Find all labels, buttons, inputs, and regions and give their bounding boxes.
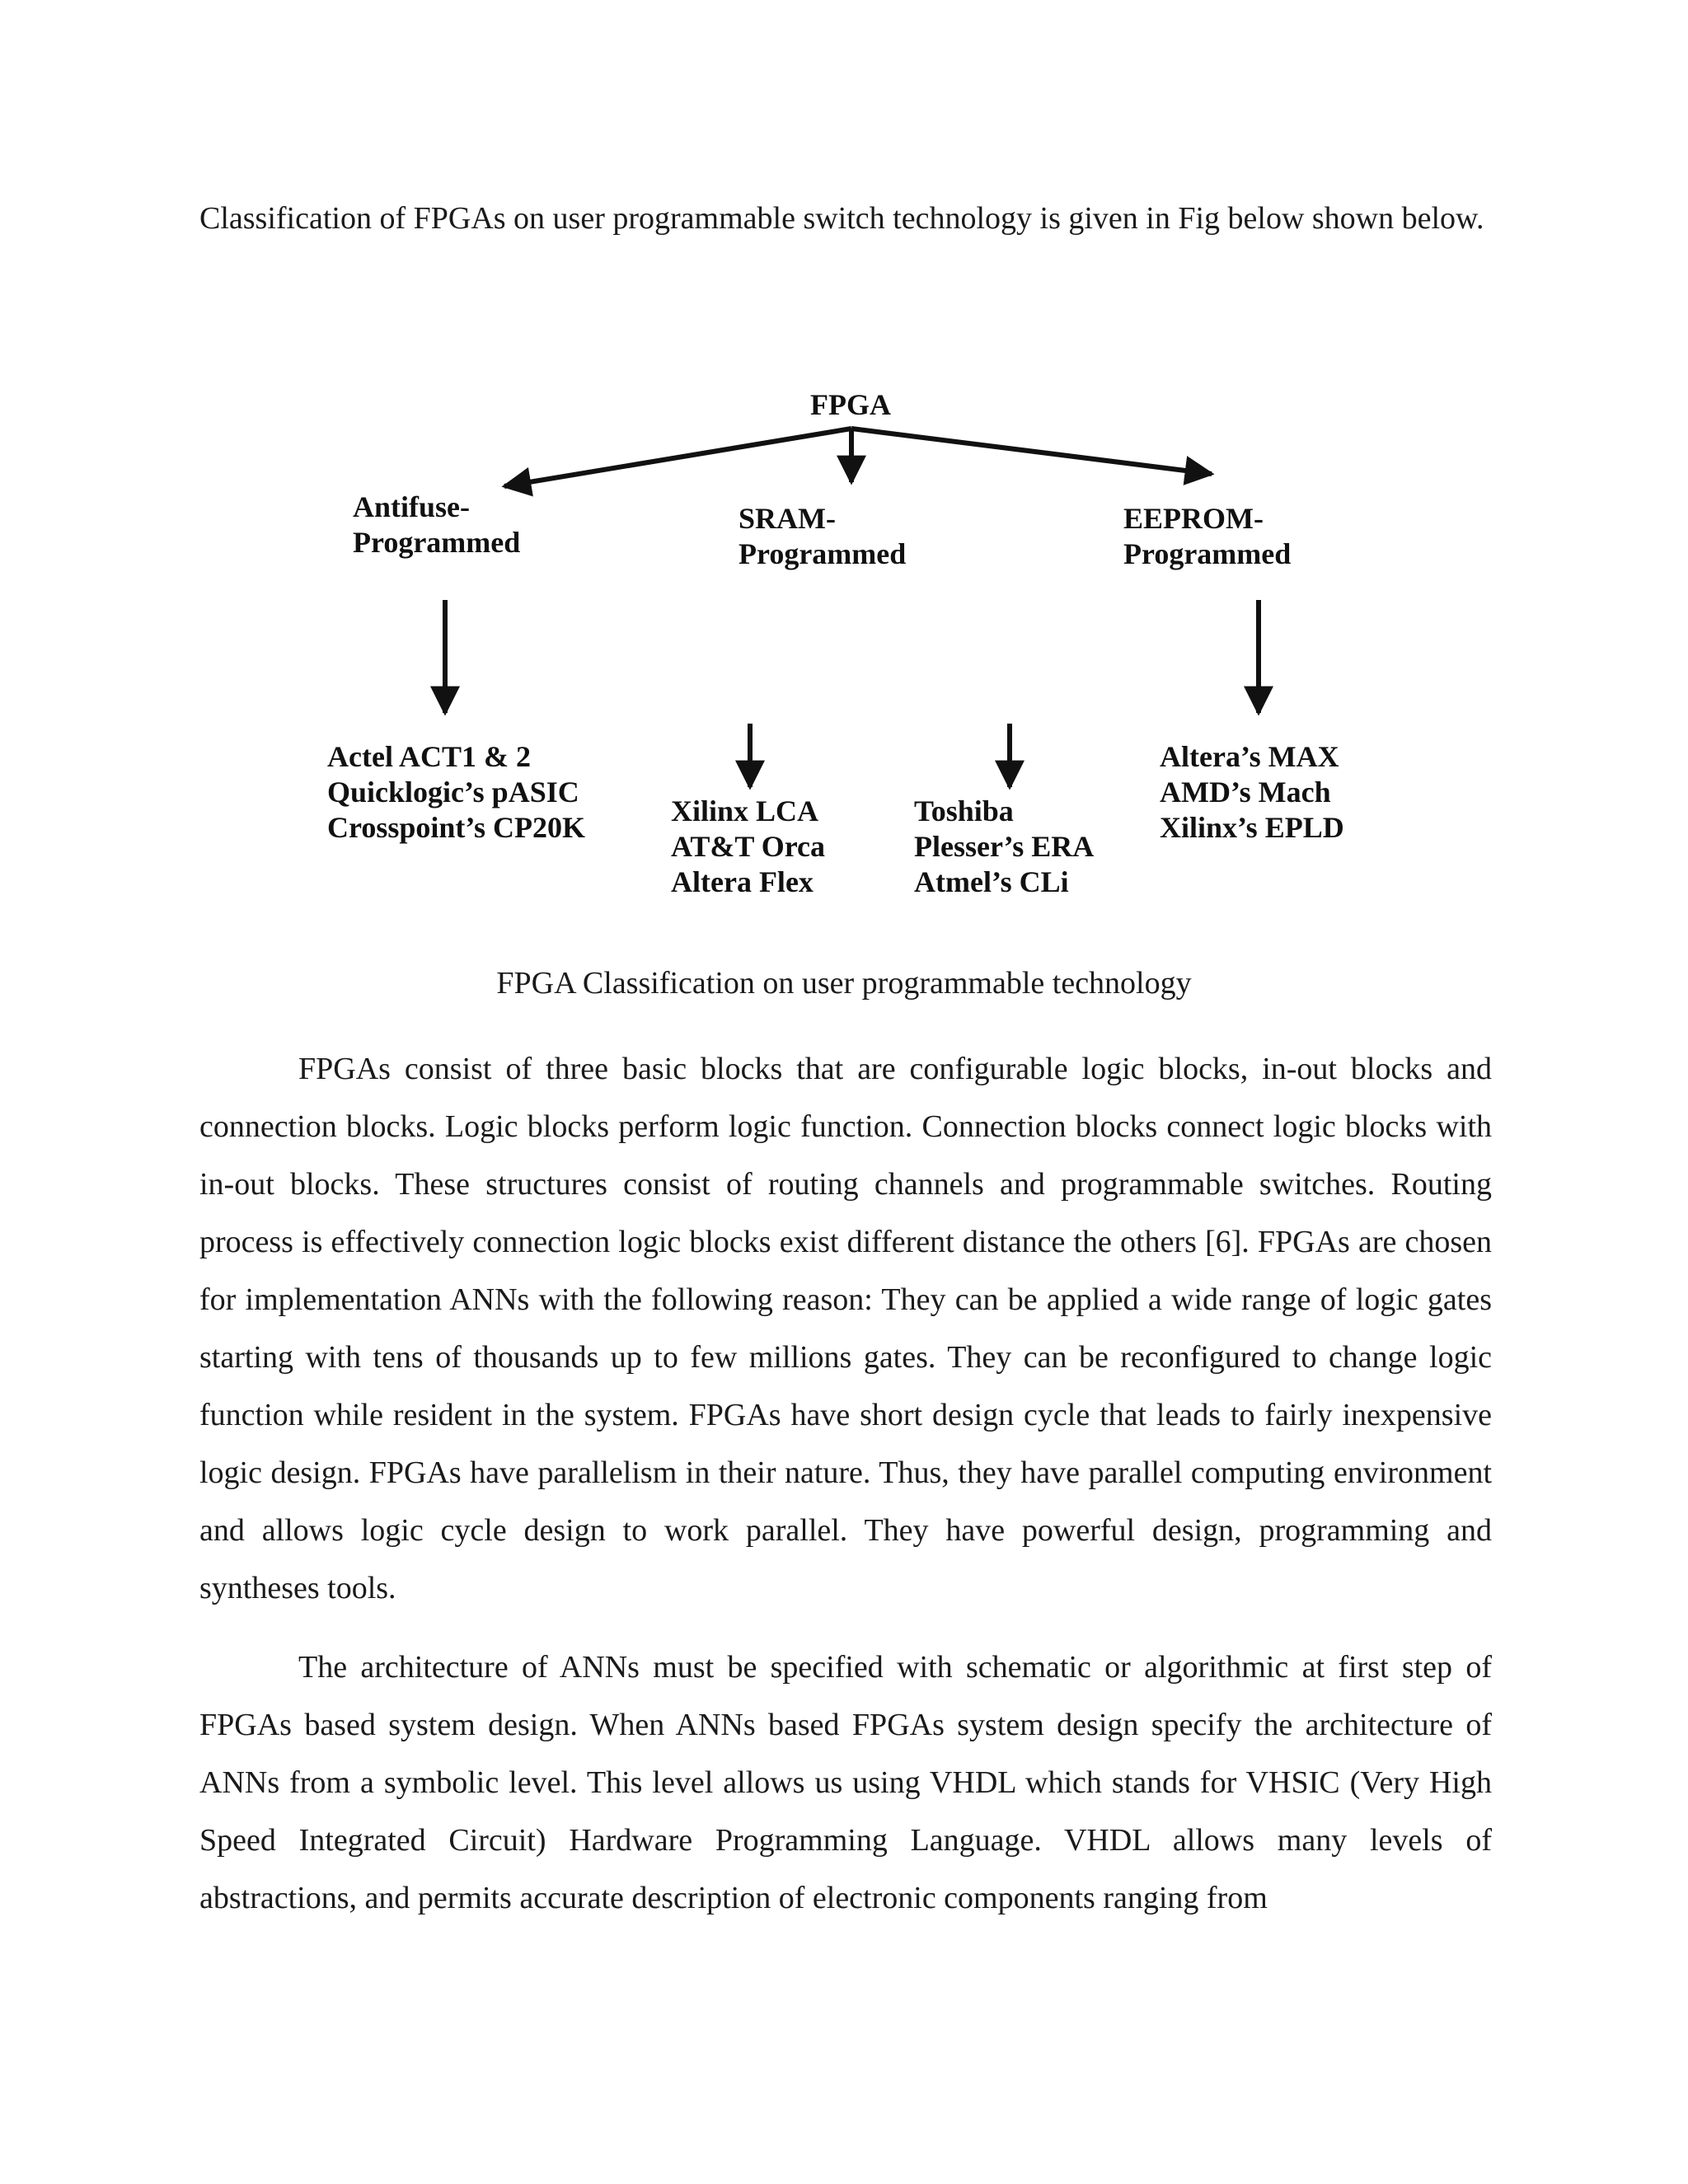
intro-paragraph: Classification of FPGAs on user programmable switch technology is given in Fig below shown below. [199,201,1484,236]
category-sram-line1: SRAM- [738,502,836,535]
category-eeprom-line2: Programmed [1123,537,1292,570]
figure-caption: FPGA Classification on user programmable technology [496,966,1192,1001]
example-item: Altera Flex [671,865,814,898]
category-antifuse-line2: Programmed [353,526,521,559]
category-sram-line2: Programmed [738,537,907,570]
diagram-arrows [0,0,1688,989]
example-item: Plesser’s ERA [914,830,1095,863]
category-antifuse-line1: Antifuse- [353,490,470,523]
example-item: Actel ACT1 & 2 [327,740,531,773]
arrow-root-to-antifuse [504,429,851,486]
category-sram [738,501,906,572]
example-item: Crosspoint’s CP20K [327,811,586,844]
example-item: Toshiba [914,794,1014,827]
example-item: AT&T Orca [671,830,825,863]
example-item: Atmel’s CLi [914,865,1069,898]
root-node-label: FPGA [810,388,891,421]
examples-antifuse [327,739,585,846]
examples-sram-xilinx [671,794,825,900]
examples-sram-toshiba [914,794,1094,900]
example-item: Altera’s MAX [1160,740,1339,773]
example-item: Xilinx’s EPLD [1160,811,1344,844]
body-paragraph-1: FPGAs consist of three basic blocks that are configurable logic blocks, in-out blocks and connection blocks. Logic blocks perform logic function. Connection blocks connect logic blocks with in-out blocks. These structures consist of routing channels and programmable switches. Routing process is effectively connection logic blocks exist different distance the others [6]. FPGAs are chosen for implementation ANNs with the following reason: They can be applied a wide range of logic gates starting with tens of thousands up to few millions gates. They can be reconfigured to change logic function while resident in the system. FPGAs have short design cycle that leads to fairly inexpensive logic design. FPGAs have parallelism in their nature. Thus, they have parallel computing environment and allows logic cycle design to work parallel. They have powerful design, programming and syntheses tools. [199,1052,1492,1605]
examples-eeprom [1160,739,1344,846]
example-item: Xilinx LCA [671,794,819,827]
category-eeprom [1123,501,1291,572]
category-eeprom-line1: EEPROM- [1123,502,1264,535]
example-item: AMD’s Mach [1160,776,1331,808]
example-item: Quicklogic’s pASIC [327,776,579,808]
arrow-root-to-eeprom [851,429,1212,474]
body-paragraph-2: The architecture of ANNs must be specified with schematic or algorithmic at first step of FPGAs based system design. When ANNs based FPGAs system design specify the architecture of ANNs from a symbolic level. This level allows us using VHDL which stands for VHSIC (Very High Speed Integrated Circuit) Hardware Programming Language. VHDL allows many levels of abstractions, and permits accurate description of electronic components ranging from [199,1650,1492,1915]
category-antifuse [353,490,520,560]
fpga-classification-figure [0,0,1688,1001]
